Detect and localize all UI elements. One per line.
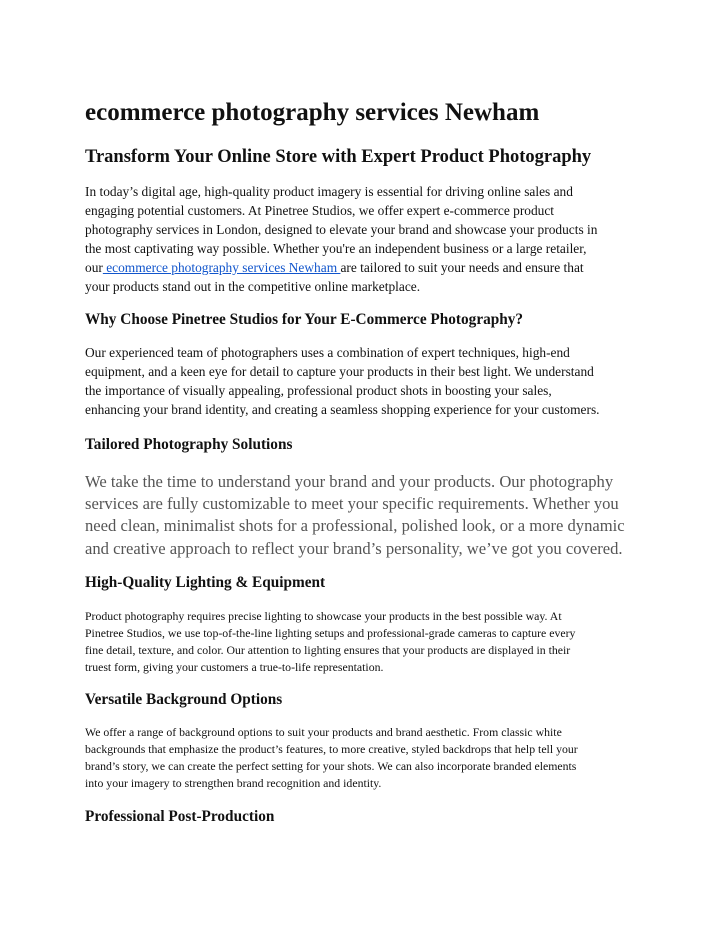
background-paragraph — [85, 724, 645, 792]
why-line: the importance of visually appealing, professional product shots in boosting your sales, — [85, 382, 552, 398]
tailored-line: services are fully customizable to meet your specific requirements. Whether you — [85, 494, 619, 514]
intro-line: your products stand out in the competitive online marketplace. — [85, 278, 421, 294]
intro-line-prefix: our — [85, 259, 103, 275]
intro-paragraph — [85, 183, 645, 296]
tailored-line: need clean, minimalist shots for a professional, polished look, or a more dynamic — [85, 516, 625, 536]
intro-line: photography services in London, designed to elevate your brand and showcase your products in — [85, 221, 598, 237]
why-line: equipment, and a keen eye for detail to capture your products in their best light. We understand — [85, 363, 594, 379]
tailored-heading: Tailored Photography Solutions — [85, 436, 293, 453]
background-line: into your imagery to strengthen brand recognition and identity. — [85, 775, 382, 790]
tailored-paragraph — [85, 471, 645, 560]
why-line: enhancing your brand identity, and creating a seamless shopping experience for your customers. — [85, 401, 600, 417]
lighting-line: Pinetree Studios, we use top-of-the-line lighting setups and professional-grade cameras to capture every — [85, 625, 576, 640]
lighting-line: fine detail, texture, and color. Our attention to lighting ensures that your products are displayed in their — [85, 642, 571, 657]
intro-line-suffix: are tailored to suit your needs and ensure that — [340, 259, 584, 275]
intro-line: the most captivating way possible. Whether you're an independent business or a large retailer, — [85, 240, 587, 256]
tailored-line: We take the time to understand your brand and your products. Our photography — [85, 472, 614, 491]
page-subtitle: Transform Your Online Store with Expert Product Photography — [85, 147, 592, 167]
intro-line: engaging potential customers. At Pinetree Studios, we offer expert e-commerce product — [85, 202, 555, 218]
why-heading: Why Choose Pinetree Studios for Your E-Commerce Photography? — [85, 311, 524, 328]
why-line: Our experienced team of photographers uses a combination of expert techniques, high-end — [85, 345, 570, 360]
lighting-heading: High-Quality Lighting & Equipment — [85, 574, 326, 591]
background-heading: Versatile Background Options — [85, 691, 283, 708]
background-line: We offer a range of background options to suit your products and brand aesthetic. From classic white — [85, 725, 562, 739]
lighting-line: truest form, giving your customers a true-to-life representation. — [85, 659, 384, 674]
intro-line: In today’s digital age, high-quality product imagery is essential for driving online sales and — [85, 184, 573, 199]
background-line: backgrounds that emphasize the product’s features, to more creative, styled backdrops that help tell your — [85, 741, 578, 756]
why-paragraph — [85, 344, 645, 420]
intro-line-with-link — [85, 259, 645, 278]
tailored-line: and creative approach to reflect your brand’s personality, we’ve got you covered. — [85, 538, 623, 558]
lighting-paragraph — [85, 608, 645, 676]
ecommerce-photography-link[interactable]: ecommerce photography services Newham — [102, 259, 341, 275]
postproduction-heading: Professional Post-Production — [85, 808, 275, 825]
page-title: ecommerce photography services Newham — [85, 99, 540, 126]
background-line: brand’s story, we can create the perfect setting for your shots. We can also incorporate branded elements — [85, 758, 577, 773]
lighting-line: Product photography requires precise lighting to showcase your products in the best possible way. At — [85, 609, 562, 623]
